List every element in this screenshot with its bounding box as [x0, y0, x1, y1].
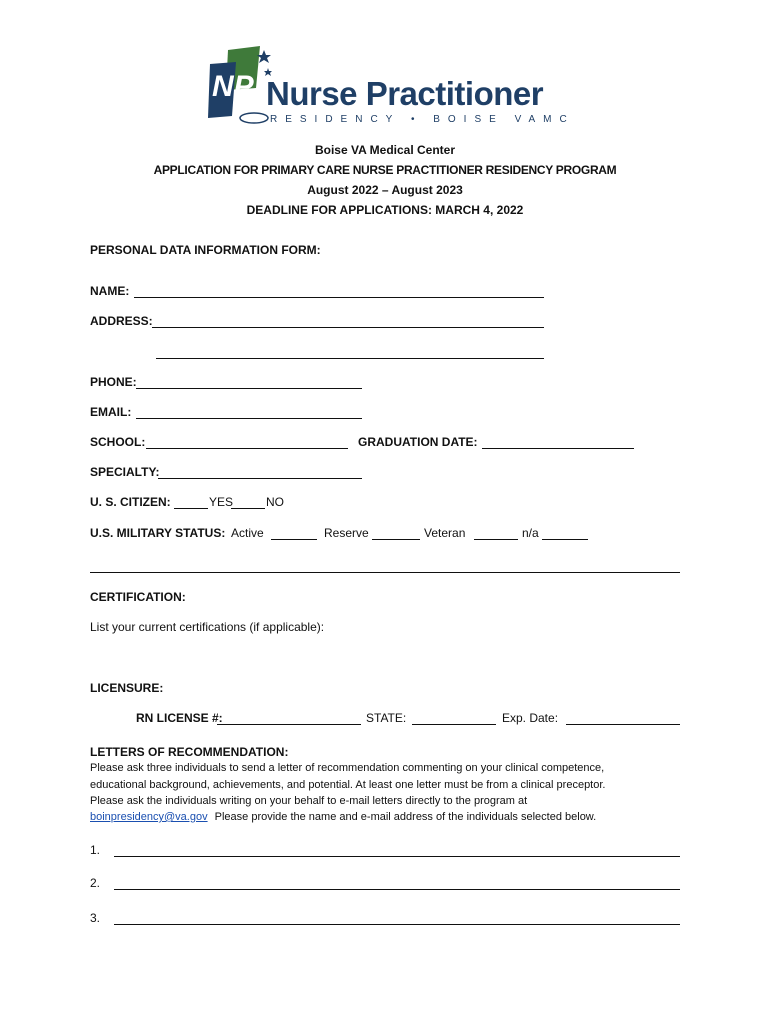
certification-heading: CERTIFICATION:: [90, 590, 186, 604]
military-option-na: n/a: [522, 526, 539, 540]
specialty-label: SPECIALTY:: [90, 465, 160, 479]
phone-field[interactable]: [136, 375, 362, 389]
application-title: APPLICATION FOR PRIMARY CARE NURSE PRACTITIONER RESIDENCY PROGRAM: [153, 163, 617, 177]
citizen-yes-blank[interactable]: [174, 495, 208, 509]
address-label: ADDRESS:: [90, 314, 153, 328]
personal-data-heading: PERSONAL DATA INFORMATION FORM:: [90, 243, 321, 257]
specialty-field[interactable]: [158, 465, 362, 479]
military-status-label: U.S. MILITARY STATUS:: [90, 526, 226, 540]
recommender-number-2: 2.: [90, 876, 101, 890]
graduation-date-label: GRADUATION DATE:: [358, 435, 478, 449]
rn-license-label: RN LICENSE #:: [136, 711, 223, 725]
exp-date-label: Exp. Date:: [502, 711, 559, 725]
military-option-veteran: Veteran: [424, 526, 466, 540]
email-field[interactable]: [136, 405, 362, 419]
name-field[interactable]: [134, 284, 544, 298]
exp-date-field[interactable]: [566, 711, 680, 725]
phone-label: PHONE:: [90, 375, 137, 389]
letters-text-line-3: Please ask the individuals writing on your behalf to e-mail letters directly to the program at: [90, 795, 528, 807]
letters-text-line-2: educational background, achievements, and potential. At least one letter must be from a clinical preceptor.: [90, 779, 606, 791]
school-label: SCHOOL:: [90, 435, 146, 449]
logo-mark-text: NP: [212, 70, 254, 103]
citizen-no-blank[interactable]: [231, 495, 265, 509]
military-option-reserve: Reserve: [324, 526, 369, 540]
letters-heading: LETTERS OF RECOMMENDATION:: [90, 745, 289, 759]
email-label: EMAIL:: [90, 405, 132, 419]
citizen-label: U. S. CITIZEN:: [90, 495, 171, 509]
logo-title: Nurse Practitioner: [266, 75, 544, 112]
recommender-number-1: 1.: [90, 843, 101, 857]
school-field[interactable]: [146, 435, 348, 449]
military-active-blank[interactable]: [271, 526, 317, 540]
recommender-number-3: 3.: [90, 911, 101, 925]
deadline: DEADLINE FOR APPLICATIONS: MARCH 4, 2022: [246, 203, 524, 217]
rn-license-field[interactable]: [217, 711, 361, 725]
military-option-active: Active: [231, 526, 264, 540]
state-label: STATE:: [366, 711, 407, 725]
address-field-line-1[interactable]: [152, 314, 544, 328]
military-reserve-blank[interactable]: [372, 526, 420, 540]
graduation-date-field[interactable]: [482, 435, 634, 449]
program-dates: August 2022 – August 2023: [307, 183, 463, 197]
letters-text-line-1: Please ask three individuals to send a letter of recommendation commenting on your clinical competence,: [90, 762, 605, 774]
licensure-heading: LICENSURE:: [90, 681, 164, 695]
logo-subtitle: RESIDENCY • BOISE VAMC: [270, 114, 575, 125]
letters-text-line-4-rest: Please provide the name and e-mail address of the individuals selected below.: [214, 811, 597, 823]
military-na-blank[interactable]: [542, 526, 588, 540]
letters-text-line-4: [90, 811, 596, 823]
state-field[interactable]: [412, 711, 496, 725]
medical-center-name: Boise VA Medical Center: [314, 143, 456, 157]
section-divider: [90, 572, 680, 573]
certification-prompt: List your current certifications (if applicable):: [90, 620, 325, 634]
citizen-no-label: NO: [266, 495, 284, 509]
name-label: NAME:: [90, 284, 130, 298]
address-field-line-2[interactable]: [156, 345, 544, 359]
recommender-field-1[interactable]: [114, 843, 680, 857]
military-veteran-blank[interactable]: [474, 526, 518, 540]
citizen-yes-label: YES: [209, 495, 234, 509]
recommender-field-3[interactable]: [114, 911, 680, 925]
program-email-link[interactable]: boinpresidency@va.gov: [90, 811, 208, 823]
recommender-field-2[interactable]: [114, 876, 680, 890]
